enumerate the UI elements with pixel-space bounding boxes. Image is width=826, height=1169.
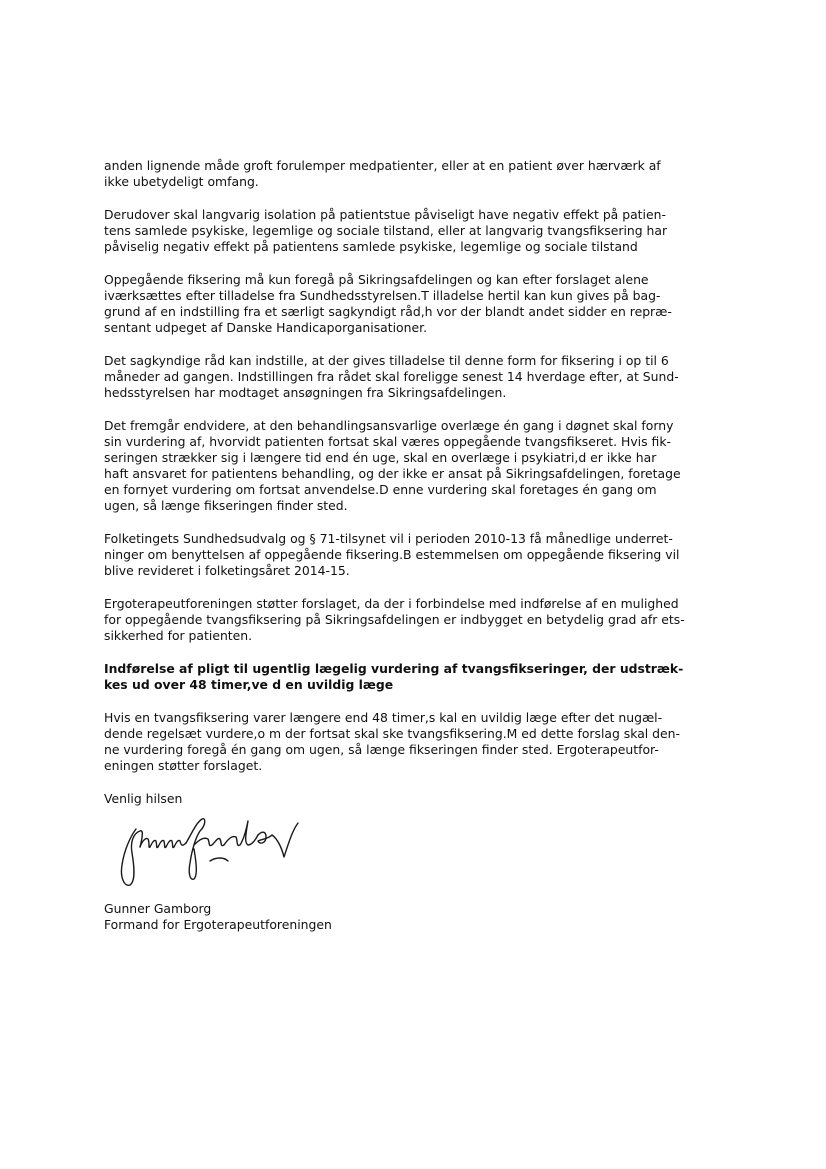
handwritten-signature xyxy=(112,809,302,893)
paragraph-1: anden lignende måde groft forulemper medpatienter, eller at en patient øver hærværk af ikke ubetydeligt omfang. xyxy=(104,158,661,189)
section-paragraph: Hvis en tvangsfiksering varer længere end 48 timer,s kal en uvildig læge efter det nugæl- dende regelsæt vurdere,o m der fortsat skal ske tvangsfiksering.M ed dette forslag skal den- ne vurdering foregå én gang om ugen, så længe fikseringen finder sted. Ergoterapeutfor- eningen støtter forslaget. xyxy=(104,710,680,773)
paragraph-3: Oppegående fiksering må kun foregå på Sikringsafdelingen og kan efter forslaget alene iværksættes efter tilladelse fra Sundhedsstyrelsen.T illadelse hertil kan kun gives på bag- grund af en indstilling fra et særligt sagkyndigt råd,h vor der blandt andet sidder en repræ- sentant udpeget af Danske Handicaporganisationer. xyxy=(104,272,672,335)
paragraph-4: Det sagkyndige råd kan indstille, at der gives tilladelse til denne form for fiksering i op til 6 måneder ad gangen. Indstillingen fra rådet skal foreligge senest 14 hverdage efter, at Sund- hedsstyrelsen har modtaget ansøgningen fra Sikringsafdelingen. xyxy=(104,353,679,400)
paragraph-6: Folketingets Sundhedsudvalg og § 71-tilsynet vil i perioden 2010-13 få månedlige underret- ninger om benyttelsen af oppegående fiksering.B estemmelsen om oppegående fiksering vil blive revideret i folketingsåret 2014-15. xyxy=(104,531,680,578)
paragraph-5: Det fremgår endvidere, at den behandlingsansvarlige overlæge én gang i døgnet skal forny sin vurdering af, hvorvidt patienten fortsat skal væres oppegående tvangsfikseret. Hvis fik- seringen strækker sig i længere tid end én uge, skal en overlæge i psykiatri,d er ikke har haft ansvaret for patientens behandling, og der ikke er ansat på Sikringsafdelingen, foretage en fornyet vurdering om fortsat anvendelse.D enne vurdering skal foretages én gang om ugen, så længe fikseringen finder sted. xyxy=(104,418,681,513)
paragraph-7: Ergoterapeutforeningen støtter forslaget, da der i forbindelse med indførelse af en mulighed for oppegående tvangsfiksering på Sikringsafdelingen er indbygget en betydelig grad afr ets- sikkerhed for patienten. xyxy=(104,596,685,643)
paragraph-2: Derudover skal langvarig isolation på patientstue påviseligt have negativ effekt på patien- tens samlede psykiske, legemlige og sociale tilstand, eller at langvarig tvangsfiksering har påviselig negativ effekt på patientens samlede psykiske, legemlige og sociale tilstand xyxy=(104,207,668,254)
letter-body xyxy=(104,158,724,933)
signer-block xyxy=(104,901,724,933)
signer-title: Formand for Ergoterapeutforeningen xyxy=(104,917,332,932)
closing-salutation: Venlig hilsen xyxy=(104,791,183,806)
section-heading: Indførelse af pligt til ugentlig lægelig vurdering af tvangsfikseringer, der udstræk- kes ud over 48 timer,ve d en uvildig læge xyxy=(104,661,684,692)
signer-name: Gunner Gamborg xyxy=(104,901,212,916)
